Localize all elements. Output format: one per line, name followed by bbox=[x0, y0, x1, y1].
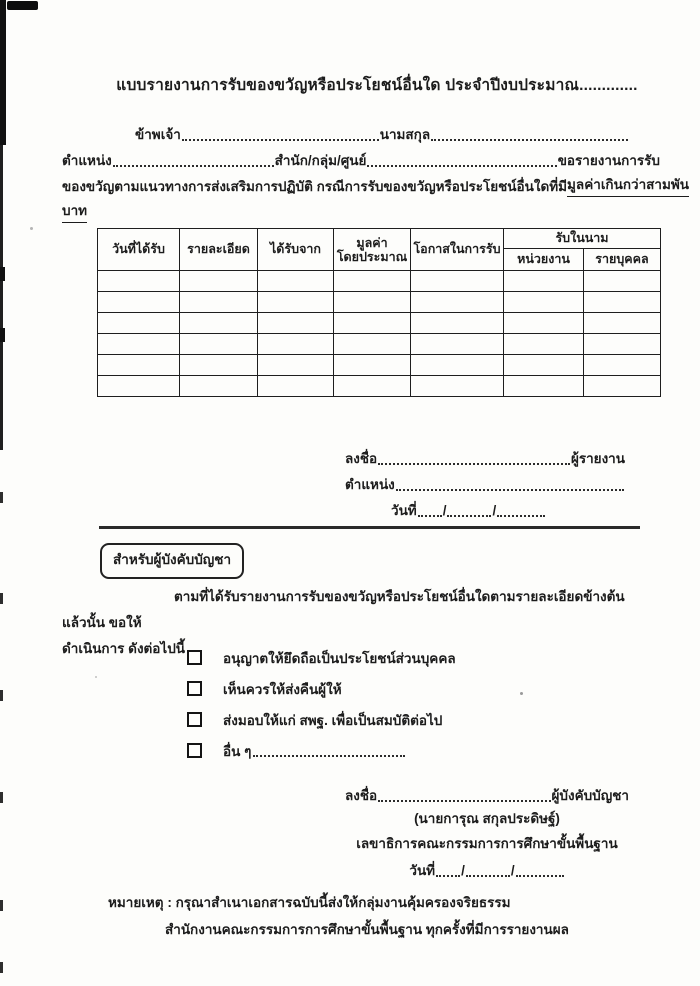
checkbox-icon bbox=[187, 712, 202, 727]
dotted-line bbox=[396, 489, 624, 491]
dotted-line bbox=[378, 463, 570, 465]
dotted-line bbox=[436, 875, 460, 877]
table-row bbox=[98, 355, 661, 376]
date-label: วันที่ bbox=[391, 503, 417, 518]
empty-cell bbox=[258, 334, 334, 355]
empty-cell bbox=[411, 334, 504, 355]
footnote bbox=[108, 889, 653, 943]
empty-cell bbox=[584, 355, 661, 376]
empty-cell bbox=[98, 313, 180, 334]
position-label: ตำแหน่ง bbox=[345, 477, 395, 492]
option-other bbox=[187, 735, 456, 766]
supervisor-name: (นายการุณ สกุลประดิษฐ์) bbox=[414, 811, 560, 826]
col-header-occasion: โอกาสในการรับ bbox=[411, 229, 504, 271]
slash: / bbox=[442, 503, 447, 518]
reporter-signature-block bbox=[345, 443, 625, 521]
table-row bbox=[98, 376, 661, 397]
scan-artifact-left-bar bbox=[0, 0, 6, 145]
scan-artifact-blob bbox=[0, 328, 5, 342]
option-personal-use bbox=[187, 642, 456, 673]
dotted-line bbox=[516, 875, 564, 877]
empty-cell bbox=[334, 376, 411, 397]
empty-cell bbox=[98, 292, 180, 313]
scan-artifact-tick bbox=[0, 492, 3, 503]
empty-cell bbox=[258, 292, 334, 313]
empty-cell bbox=[334, 334, 411, 355]
option-label: ส่งมอบให้แก่ สพฐ. เพื่อเป็นสมบัติต่อไป bbox=[223, 712, 443, 728]
empty-cell bbox=[98, 334, 180, 355]
empty-cell bbox=[584, 313, 661, 334]
empty-cell bbox=[584, 334, 661, 355]
option-label: อื่น ๆ bbox=[223, 743, 252, 759]
sign-label: ลงชื่อ bbox=[345, 788, 378, 803]
intro-line-name bbox=[62, 119, 660, 145]
empty-cell bbox=[504, 271, 584, 292]
option-label: อนุญาตให้ยึดถือเป็นประโยชน์ส่วนบุคคล bbox=[223, 650, 456, 666]
empty-cell bbox=[98, 271, 180, 292]
intro-section bbox=[62, 119, 690, 223]
action-options-list bbox=[187, 642, 456, 766]
dotted-line bbox=[367, 165, 556, 167]
empty-cell bbox=[584, 292, 661, 313]
checkbox-icon bbox=[187, 650, 202, 665]
value-header-line1: มูลค่า bbox=[356, 235, 388, 250]
dotted-line bbox=[253, 755, 405, 757]
scan-artifact-left-line bbox=[0, 145, 3, 450]
request-text: ขอรายงานการรับ bbox=[557, 153, 660, 168]
empty-cell bbox=[258, 355, 334, 376]
table-row bbox=[98, 334, 661, 355]
who-label: ข้าพเจ้า bbox=[135, 127, 181, 142]
date-line bbox=[345, 495, 625, 521]
scan-artifact-tick bbox=[0, 792, 3, 803]
empty-cell bbox=[180, 271, 258, 292]
col-header-received-in-name: รับในนาม bbox=[504, 229, 661, 249]
footnote-line2 bbox=[165, 916, 653, 943]
table-row bbox=[98, 313, 661, 334]
supervisor-signature-block bbox=[345, 781, 629, 881]
sign-line bbox=[345, 781, 629, 806]
empty-cell bbox=[258, 313, 334, 334]
slash: / bbox=[510, 863, 515, 878]
supervisor-para-line2: ดำเนินการ ดังต่อไปนี้ bbox=[62, 641, 185, 656]
dotted-line bbox=[497, 515, 545, 517]
empty-cell bbox=[98, 355, 180, 376]
table-body bbox=[98, 271, 661, 397]
intro-line-body bbox=[62, 171, 690, 197]
scan-artifact-tick bbox=[0, 900, 3, 911]
empty-cell bbox=[334, 313, 411, 334]
empty-cell bbox=[504, 355, 584, 376]
dotted-line bbox=[378, 800, 550, 802]
option-hand-over-to-obec bbox=[187, 704, 456, 735]
empty-cell bbox=[98, 376, 180, 397]
intro-line-position bbox=[62, 145, 660, 171]
checkbox-icon bbox=[187, 681, 202, 696]
empty-cell bbox=[411, 292, 504, 313]
date-label: วันที่ bbox=[409, 863, 436, 878]
empty-cell bbox=[411, 376, 504, 397]
scan-artifact-tick bbox=[0, 593, 3, 604]
empty-cell bbox=[180, 376, 258, 397]
position-label: ตำแหน่ง bbox=[62, 153, 112, 168]
checkbox-icon bbox=[187, 743, 202, 758]
scan-artifact-tick bbox=[0, 962, 3, 973]
scan-speck bbox=[30, 227, 33, 230]
supervisor-role-label: ผู้บังคับบัญชา bbox=[551, 788, 629, 803]
empty-cell bbox=[258, 376, 334, 397]
empty-cell bbox=[504, 334, 584, 355]
gift-report-table bbox=[97, 228, 661, 397]
scan-speck bbox=[95, 676, 97, 678]
footnote-text2: สำนักงานคณะกรรมการการศึกษาขั้นพื้นฐาน ทุกครั้งที่มีการรายงานผล bbox=[165, 922, 569, 937]
dotted-line bbox=[447, 515, 491, 517]
col-header-org: หน่วยงาน bbox=[504, 249, 584, 271]
scan-artifact-tick bbox=[0, 690, 3, 701]
surname-label: นามสกุล bbox=[379, 127, 431, 142]
col-header-value bbox=[334, 229, 411, 271]
footnote-line1 bbox=[108, 889, 653, 916]
empty-cell bbox=[334, 355, 411, 376]
intro-body-text: ของขวัญตามแนวทางการส่งเสริมการปฏิบัติ กรณีการรับของขวัญหรือประโยชน์อื่นใดที่มี bbox=[62, 179, 568, 194]
empty-cell bbox=[180, 313, 258, 334]
dotted-line bbox=[466, 875, 510, 877]
empty-cell bbox=[411, 355, 504, 376]
empty-cell bbox=[258, 271, 334, 292]
dotted-line bbox=[182, 139, 379, 141]
office-label: สำนัก/กลุ่ม/ศูนย์ bbox=[274, 153, 367, 168]
slash: / bbox=[461, 863, 465, 878]
table-row bbox=[98, 292, 661, 313]
scan-artifact-blob bbox=[0, 267, 5, 281]
footnote-text1: กรุณาสำเนาเอกสารฉบับนี้ส่งให้กลุ่มงานคุ้มครองจริยธรรม bbox=[175, 895, 511, 910]
option-label: เห็นควรให้ส่งคืนผู้ให้ bbox=[223, 681, 342, 697]
supervisor-para-line1: ตามที่ได้รับรายงานการรับของขวัญหรือประโยชน์อื่นใดตามรายละเอียดข้างต้นแล้วนั้น ขอให้ bbox=[62, 589, 625, 630]
intro-underlined-text: มูลค่าเกินกว่าสามพัน bbox=[567, 175, 689, 197]
empty-cell bbox=[411, 313, 504, 334]
empty-cell bbox=[504, 313, 584, 334]
empty-cell bbox=[334, 271, 411, 292]
scan-speck bbox=[520, 692, 523, 695]
slash: / bbox=[492, 503, 497, 518]
col-header-received-from: ได้รับจาก bbox=[258, 229, 334, 271]
empty-cell bbox=[584, 271, 661, 292]
dotted-line bbox=[431, 139, 628, 141]
empty-cell bbox=[504, 376, 584, 397]
empty-cell bbox=[411, 271, 504, 292]
intro-underlined-baht: บาท bbox=[62, 201, 87, 223]
supervisor-section-box: สำหรับผู้บังคับบัญชา bbox=[100, 543, 244, 579]
position-line bbox=[345, 469, 625, 495]
value-header-line2: โดยประมาณ bbox=[336, 249, 408, 264]
empty-cell bbox=[584, 376, 661, 397]
footnote-label: หมายเหตุ : bbox=[108, 895, 176, 910]
empty-cell bbox=[180, 355, 258, 376]
table-row bbox=[98, 271, 661, 292]
form-title: แบบรายงานการรับของขวัญหรือประโยชน์อื่นใด ประจำปีงบประมาณ............. bbox=[116, 77, 638, 94]
scan-artifact-top-dash bbox=[7, 1, 38, 10]
empty-cell bbox=[180, 292, 258, 313]
option-return-to-giver bbox=[187, 673, 456, 704]
supervisor-position: เลขาธิการคณะกรรมการการศึกษาขั้นพื้นฐาน bbox=[356, 836, 618, 851]
reporter-role-label: ผู้รายงาน bbox=[570, 451, 625, 466]
sign-line bbox=[345, 443, 625, 469]
col-header-individual: รายบุคคล bbox=[584, 249, 661, 271]
date-line bbox=[345, 856, 629, 881]
sign-label: ลงชื่อ bbox=[345, 451, 378, 466]
empty-cell bbox=[180, 334, 258, 355]
empty-cell bbox=[334, 292, 411, 313]
col-header-details: รายละเอียด bbox=[180, 229, 258, 271]
col-header-date: วันที่ได้รับ bbox=[98, 229, 180, 271]
empty-cell bbox=[504, 292, 584, 313]
dotted-line bbox=[113, 165, 274, 167]
section-divider bbox=[99, 526, 640, 529]
table-header bbox=[98, 229, 661, 271]
intro-line-baht bbox=[62, 197, 660, 223]
dotted-line bbox=[418, 515, 442, 517]
